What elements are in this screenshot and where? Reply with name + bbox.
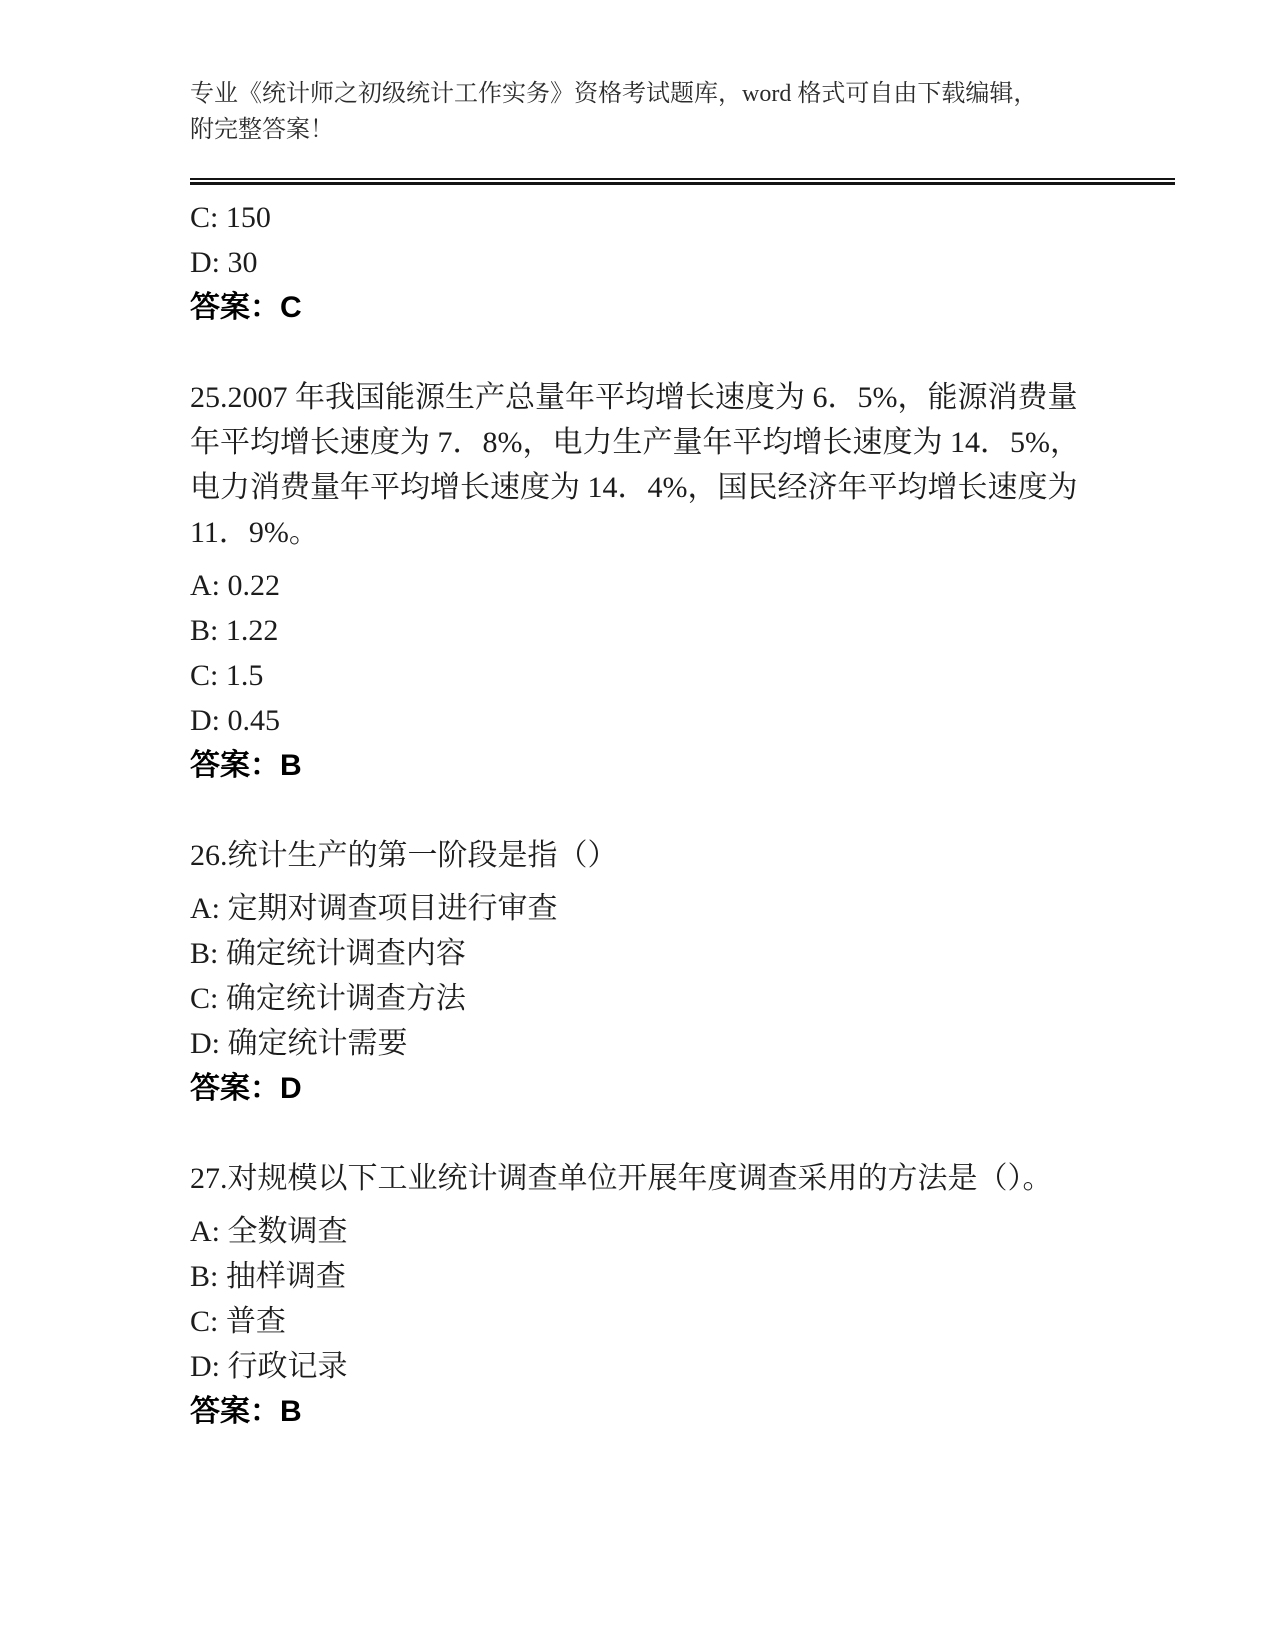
option-line: C: 1.5: [190, 659, 264, 692]
answer-line: 答案：D: [190, 1072, 302, 1105]
question-27: [190, 1156, 1170, 1434]
option-line: A: 全数调查: [190, 1215, 348, 1248]
answer-line: 答案：B: [190, 749, 302, 782]
option-line: B: 1.22: [190, 614, 279, 647]
options-group: [190, 886, 1170, 1066]
question-text-line: 27.对规模以下工业统计调查单位开展年度调查采用的方法是（）。: [190, 1162, 1053, 1195]
answer-line: 答案：C: [190, 291, 302, 324]
header-divider-rule: [190, 178, 1175, 185]
header-line-1: 专业《统计师之初级统计工作实务》资格考试题库，word 格式可自由下载编辑，: [190, 81, 1038, 107]
question-text: [190, 375, 1170, 555]
option-line: B: 抽样调查: [190, 1260, 346, 1293]
question-text-line: 11．9%。: [190, 516, 319, 549]
answer-line: 答案：B: [190, 1395, 302, 1428]
option-line: D: 30: [190, 246, 258, 279]
carryover-question-options: [190, 195, 1170, 330]
options-group: [190, 563, 1170, 743]
question-text-line: 电力消费量年平均增长速度为 14．4%，国民经济年平均增长速度为: [190, 471, 1078, 504]
question-text-line: 26.统计生产的第一阶段是指（）: [190, 839, 618, 872]
option-line: A: 定期对调查项目进行审查: [190, 892, 558, 925]
option-line: C: 150: [190, 201, 271, 234]
question-25: [190, 375, 1170, 788]
header-line-2: 附完整答案！: [190, 117, 334, 143]
question-text-line: 25.2007 年我国能源生产总量年平均增长速度为 6．5%，能源消费量: [190, 381, 1078, 414]
option-line: D: 确定统计需要: [190, 1027, 408, 1060]
option-line: D: 行政记录: [190, 1350, 348, 1383]
option-line: C: 普查: [190, 1305, 286, 1338]
option-line: C: 确定统计调查方法: [190, 982, 466, 1015]
options-group: [190, 1209, 1170, 1389]
option-line: A: 0.22: [190, 569, 280, 602]
question-text: [190, 1156, 1170, 1201]
question-text: [190, 833, 1170, 878]
document-body: [190, 195, 1170, 1434]
question-text-line: 年平均增长速度为 7．8%，电力生产量年平均增长速度为 14．5%，: [190, 426, 1080, 459]
option-line: D: 0.45: [190, 704, 280, 737]
document-header: [190, 76, 1170, 148]
option-line: B: 确定统计调查内容: [190, 937, 466, 970]
question-26: [190, 833, 1170, 1111]
